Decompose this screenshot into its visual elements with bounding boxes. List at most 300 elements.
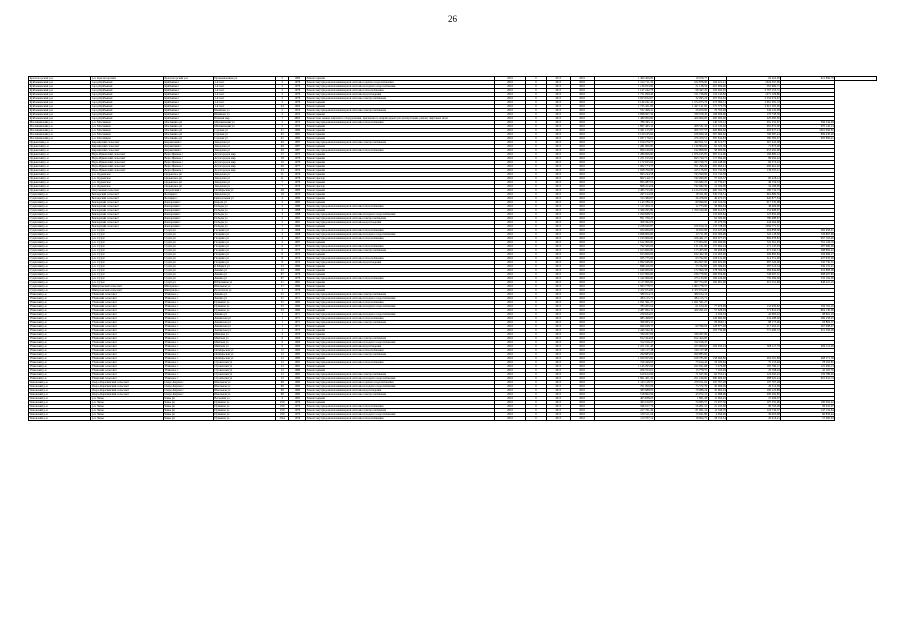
cell-settlement: Убинское с bbox=[163, 301, 213, 305]
cell-budget-share: 29 512,99 bbox=[727, 385, 781, 389]
cell-period-start: 2015 bbox=[546, 417, 570, 421]
cell-settlement: Сузун рп bbox=[163, 257, 213, 261]
cell-col-empty: 12 160,00 bbox=[708, 185, 727, 189]
cell-work-type: Ремонт крыши bbox=[306, 401, 495, 405]
cell-period-start: 2015 bbox=[546, 397, 570, 401]
cell-settlement: Верх-Ирмень с bbox=[163, 165, 213, 169]
cell-period-start: 2015 bbox=[546, 393, 570, 397]
cell-work-type: Ремонт внутридомовой инженерной системы электроснабжения bbox=[306, 293, 495, 297]
cell-col-empty: 62 553,21 bbox=[708, 373, 727, 377]
cell-period-start: 2015 bbox=[546, 249, 570, 253]
cell-year-plan: 2016 bbox=[494, 265, 525, 269]
cell-year-built: 1967 bbox=[289, 237, 306, 241]
cell-year-built: 4802 bbox=[289, 117, 306, 121]
cell-work-type: Ремонт крыши bbox=[306, 201, 495, 205]
cell-col-flag: 0 bbox=[526, 217, 547, 221]
cell-budget-share: 796 087,44 bbox=[727, 133, 781, 137]
cell-col-empty: 158 066,80 bbox=[708, 357, 727, 361]
cell-year-plan: 2016 bbox=[494, 293, 525, 297]
cell-year-plan: 2016 bbox=[494, 93, 525, 97]
cell-period-start: 2015 bbox=[546, 357, 570, 361]
cell-settlement: Куйбышев г bbox=[163, 81, 213, 85]
cell-budget-share: 264 501,88 bbox=[727, 357, 781, 361]
cell-street: Школьная ул bbox=[213, 393, 275, 397]
cell-house-number: 2 bbox=[275, 397, 288, 401]
cell-year-built: 1986 bbox=[289, 205, 306, 209]
cell-col-empty: 109 611,00 bbox=[708, 257, 727, 261]
cell-work-type: Ремонт крыши bbox=[306, 365, 495, 369]
cell-settlement: Убинское с bbox=[163, 317, 213, 321]
cell-fund-share: 1 706 520,96 bbox=[654, 209, 708, 213]
cell-settlement: Сузун рп bbox=[163, 273, 213, 277]
cell-budget-share: 60 418,12 bbox=[727, 177, 781, 181]
cell-year-built: 1987 bbox=[289, 141, 306, 145]
cell-period-end: 2016 bbox=[570, 381, 594, 385]
cell-col-empty: 213 533,02 bbox=[708, 125, 727, 129]
cell-year-built: 1971 bbox=[289, 313, 306, 317]
cell-budget-share: 98 173,00 bbox=[727, 321, 781, 325]
cell-house-number: 6 bbox=[275, 249, 288, 253]
cell-total-cost: 312 916,47 bbox=[594, 341, 654, 345]
cell-settlement: Озеро-Карачи с bbox=[163, 385, 213, 389]
cell-house-number: 12 bbox=[275, 349, 288, 353]
cell-work-type: Ремонт внутридомовой инженерной системы электроснабжения bbox=[306, 97, 495, 101]
cell-municipality: р.п. Маслянино bbox=[91, 133, 164, 137]
cell-period-start: 2015 bbox=[546, 333, 570, 337]
cell-col-flag: 0 bbox=[526, 317, 547, 321]
cell-period-start: 2015 bbox=[546, 121, 570, 125]
cell-period-start: 2015 bbox=[546, 281, 570, 285]
cell-col-flag: 0 bbox=[526, 309, 547, 313]
cell-fund-share: 32 095,23 bbox=[654, 97, 708, 101]
cell-settlement: Сузун рп bbox=[163, 277, 213, 281]
cell-fund-share: 13 778,75 bbox=[654, 369, 708, 373]
cell-year-built: 1971 bbox=[289, 293, 306, 297]
cell-period-end: 2016 bbox=[570, 169, 594, 173]
cell-year-plan: 2016 bbox=[494, 245, 525, 249]
cell-col-empty: 400 162,78 bbox=[708, 189, 727, 193]
cell-owners-share: 57 900,63 bbox=[781, 417, 835, 421]
cell-year-built: 1982 bbox=[289, 389, 306, 393]
cell-street: Заводская ул bbox=[213, 145, 275, 149]
cell-col-empty: 195 499,00 bbox=[708, 241, 727, 245]
cell-owners-share: 78 163,81 bbox=[781, 361, 835, 365]
cell-total-cost: 1 145 295,94 bbox=[594, 365, 654, 369]
cell-period-start: 2015 bbox=[546, 405, 570, 409]
cell-col-empty: 200 000,00 bbox=[708, 117, 727, 121]
cell-district: Сузунский р-н bbox=[29, 221, 91, 225]
cell-district: Убинский р-н bbox=[29, 313, 91, 317]
cell-year-built: 1971 bbox=[289, 325, 306, 329]
cell-col-flag: 0 bbox=[526, 341, 547, 345]
cell-year-plan: 2016 bbox=[494, 157, 525, 161]
cell-budget-share: 722 561,93 bbox=[727, 241, 781, 245]
cell-house-number: 12 bbox=[275, 361, 288, 365]
cell-total-cost: 786 363,11 bbox=[594, 121, 654, 125]
cell-work-type: Ремонт крыши bbox=[306, 329, 495, 333]
cell-col-flag: 0 bbox=[526, 329, 547, 333]
cell-municipality: Верх-Ирменский сельсовет bbox=[91, 161, 164, 165]
cell-budget-share: 687 326,00 bbox=[727, 261, 781, 265]
cell-work-type: Ремонт внутридомовой инженерной системы электроснабжения bbox=[306, 321, 495, 325]
cell-house-number: 17 bbox=[275, 285, 288, 289]
cell-fund-share: 2 124 015,00 bbox=[654, 189, 708, 193]
cell-settlement: Убинское с bbox=[163, 377, 213, 381]
cell-period-start: 2015 bbox=[546, 301, 570, 305]
cell-period-end: 2016 bbox=[570, 125, 594, 129]
cell-work-type: Ремонт крыши bbox=[306, 169, 495, 173]
cell-budget-share: 522 118,00 bbox=[727, 233, 781, 237]
cell-col-empty: 193 492,05 bbox=[708, 89, 727, 93]
cell-period-start: 2015 bbox=[546, 389, 570, 393]
cell-work-type: Ремонт внутридомовой инженерной системы теплоснабжения bbox=[306, 205, 495, 209]
cell-period-end: 2016 bbox=[570, 389, 594, 393]
cell-house-number: 41 bbox=[275, 137, 288, 141]
cell-year-built: 1981 bbox=[289, 221, 306, 225]
cell-col-flag: 0 bbox=[526, 393, 547, 397]
cell-col-empty: 104 221,21 bbox=[708, 81, 727, 85]
cell-col-empty: 4 050,20 bbox=[708, 413, 727, 417]
cell-settlement: Куйбышев г bbox=[163, 117, 213, 121]
cell-year-built: 1976 bbox=[289, 185, 306, 189]
cell-col-flag: 0 bbox=[526, 257, 547, 261]
cell-year-plan: 2016 bbox=[494, 181, 525, 185]
cell-street: Пушкина ул bbox=[213, 405, 275, 409]
cell-year-built: 1972 bbox=[289, 125, 306, 129]
cell-district: Чановский р-н bbox=[29, 405, 91, 409]
cell-period-start: 2015 bbox=[546, 337, 570, 341]
cell-period-end: 2016 bbox=[570, 77, 594, 81]
cell-owners-share: 695 890,41 bbox=[781, 137, 835, 141]
cell-work-type: Ремонт крыши bbox=[306, 181, 495, 185]
cell-year-plan: 2016 bbox=[494, 161, 525, 165]
cell-period-start: 2015 bbox=[546, 101, 570, 105]
cell-street: Ленина ул bbox=[213, 297, 275, 301]
cell-budget-share: 206 882,84 bbox=[727, 253, 781, 257]
cell-period-end: 2016 bbox=[570, 333, 594, 337]
cell-house-number: 2 bbox=[275, 113, 288, 117]
cell-year-plan: 2016 bbox=[494, 185, 525, 189]
cell-district: Сузунский р-н bbox=[29, 217, 91, 221]
cell-settlement: Маслянино рп bbox=[163, 125, 213, 129]
cell-col-flag: 0 bbox=[526, 101, 547, 105]
cell-total-cost: 1 251 015,04 bbox=[594, 157, 654, 161]
cell-settlement: Убинское с bbox=[163, 325, 213, 329]
cell-col-empty: 102 448,00 bbox=[708, 161, 727, 165]
cell-district: Ордынский р-н bbox=[29, 177, 91, 181]
cell-work-type: Ремонт крыши bbox=[306, 129, 495, 133]
cell-settlement: Верх-Ирмень с bbox=[163, 153, 213, 157]
cell-fund-share: 71 627,90 bbox=[654, 373, 708, 377]
cell-period-end: 2016 bbox=[570, 149, 594, 153]
cell-budget-share: 152 698,07 bbox=[727, 209, 781, 213]
cell-district: Убинский р-н bbox=[29, 377, 91, 381]
cell-work-type: Ремонт крыши bbox=[306, 157, 495, 161]
cell-period-start: 2015 bbox=[546, 377, 570, 381]
cell-street: Ленинская ул bbox=[213, 317, 275, 321]
cell-work-type: Ремонт внутридомовой инженерной системы теплоснабжения bbox=[306, 257, 495, 261]
cell-owners-share: 147 119,84 bbox=[781, 409, 835, 413]
cell-owners-share: 436 155,21 bbox=[781, 265, 835, 269]
cell-total-cost: 1 281 000,00 bbox=[594, 145, 654, 149]
cell-budget-share: 196 800,12 bbox=[727, 153, 781, 157]
cell-budget-share: 204 858,00 bbox=[727, 229, 781, 233]
cell-col-empty: 83 468,00 bbox=[708, 249, 727, 253]
cell-budget-share: 653 262,00 bbox=[727, 149, 781, 153]
cell-district: Ордынский р-н bbox=[29, 153, 91, 157]
cell-owners-share: 899 430,20 bbox=[781, 133, 835, 137]
cell-district: Убинский р-н bbox=[29, 329, 91, 333]
cell-year-built: 1979 bbox=[289, 401, 306, 405]
cell-municipality: город Куйбышев bbox=[91, 117, 164, 121]
cell-house-number: 21 bbox=[275, 281, 288, 285]
cell-period-end: 2016 bbox=[570, 405, 594, 409]
cell-year-plan: 2016 bbox=[494, 193, 525, 197]
cell-settlement: Бакчарский с bbox=[163, 201, 213, 205]
cell-street: Шимкова ул bbox=[213, 113, 275, 117]
cell-fund-share: 742 062,50 bbox=[654, 185, 708, 189]
cell-street: Гагарина ул bbox=[213, 245, 275, 249]
cell-total-cost: 403 838,03 bbox=[594, 397, 654, 401]
cell-district: Маслянинский р-н bbox=[29, 129, 91, 133]
cell-street: 1-й п-кт bbox=[213, 93, 275, 97]
cell-total-cost: 2 487 962,16 bbox=[594, 309, 654, 313]
cell-municipality: Убинский сельсовет bbox=[91, 377, 164, 381]
cell-street: 1-й п-кт bbox=[213, 105, 275, 109]
cell-fund-share: 19 978,77 bbox=[654, 77, 708, 81]
cell-street: Гагарина ул bbox=[213, 257, 275, 261]
cell-period-start: 2015 bbox=[546, 217, 570, 221]
cell-settlement: Убинское с bbox=[163, 365, 213, 369]
cell-col-flag: 0 bbox=[526, 181, 547, 185]
cell-district: Куйбышевский р-н bbox=[29, 97, 91, 101]
cell-year-built: 1968 bbox=[289, 233, 306, 237]
cell-col-empty: 108 996,00 bbox=[708, 113, 727, 117]
cell-street: Школьная ул bbox=[213, 385, 275, 389]
cell-year-built: 1984 bbox=[289, 301, 306, 305]
cell-period-end: 2016 bbox=[570, 193, 594, 197]
cell-extra-share bbox=[835, 77, 877, 81]
cell-year-plan: 2016 bbox=[494, 353, 525, 357]
cell-settlement: Куйбышев г bbox=[163, 113, 213, 117]
cell-col-flag: 0 bbox=[526, 89, 547, 93]
cell-settlement: Маслянино рп bbox=[163, 129, 213, 133]
cell-col-empty: 133 728,29 bbox=[708, 225, 727, 229]
cell-municipality: Убинский сельсовет bbox=[91, 353, 164, 357]
cell-house-number: 31 bbox=[275, 297, 288, 301]
cell-col-flag: 0 bbox=[526, 213, 547, 217]
cell-settlement: Сузун рп bbox=[163, 241, 213, 245]
cell-house-number: 6 bbox=[275, 245, 288, 249]
cell-col-flag: 0 bbox=[526, 161, 547, 165]
cell-period-start: 2015 bbox=[546, 157, 570, 161]
cell-street: Заводская ул bbox=[213, 185, 275, 189]
cell-house-number: 68 bbox=[275, 381, 288, 385]
cell-district: Сузунский р-н bbox=[29, 257, 91, 261]
cell-settlement: Озеро-Карачи с bbox=[163, 389, 213, 393]
cell-district: Чановский р-н bbox=[29, 397, 91, 401]
cell-total-cost: 1 143 780,16 bbox=[594, 201, 654, 205]
cell-total-cost: 518 962,99 bbox=[594, 393, 654, 397]
page-number: 26 bbox=[448, 14, 457, 24]
cell-municipality: город Куйбышев bbox=[91, 81, 164, 85]
cell-year-built: 1981 bbox=[289, 361, 306, 365]
cell-fund-share: 13 641,80 bbox=[654, 413, 708, 417]
cell-settlement: Сузун рп bbox=[163, 249, 213, 253]
cell-col-flag: 0 bbox=[526, 281, 547, 285]
cell-year-built: 1969 bbox=[289, 341, 306, 345]
cell-municipality: Кирзинский сельсовет bbox=[91, 145, 164, 149]
cell-total-cost: 792 569,00 bbox=[594, 245, 654, 249]
cell-settlement: Красногорский р-н bbox=[163, 77, 213, 81]
cell-fund-share: 109 914,14 bbox=[654, 225, 708, 229]
cell-owners-share: 125 690,13 bbox=[781, 365, 835, 369]
cell-owners-share: 286 258,25 bbox=[781, 317, 835, 321]
cell-house-number: 259 bbox=[275, 409, 288, 413]
cell-street: Агрогородок мкр bbox=[213, 153, 275, 157]
cell-budget-share: 271 147,63 bbox=[727, 245, 781, 249]
cell-period-end: 2016 bbox=[570, 205, 594, 209]
cell-work-type: Ремонт внутридомовой инженерной системы теплоснабжения bbox=[306, 349, 495, 353]
cell-col-flag: 0 bbox=[526, 365, 547, 369]
cell-period-end: 2016 bbox=[570, 133, 594, 137]
cell-street: Ленинская ул bbox=[213, 329, 275, 333]
cell-house-number: 5 bbox=[275, 221, 288, 225]
cell-house-number: 68 bbox=[275, 389, 288, 393]
cell-col-empty: 131 263,20 bbox=[708, 253, 727, 257]
cell-col-flag: 0 bbox=[526, 349, 547, 353]
cell-period-end: 2016 bbox=[570, 257, 594, 261]
cell-total-cost: 1 897 465,16 bbox=[594, 125, 654, 129]
cell-col-empty: 175 992,24 bbox=[708, 245, 727, 249]
cell-municipality: р.п. Сузун bbox=[91, 261, 164, 265]
cell-col-flag: 0 bbox=[526, 313, 547, 317]
cell-municipality: р.п. Маслянино bbox=[91, 129, 164, 133]
cell-year-built: 1974 bbox=[289, 109, 306, 113]
cell-owners-share: 326 696,17 bbox=[781, 253, 835, 257]
cell-settlement: Озеро-Карачи с bbox=[163, 393, 213, 397]
cell-municipality: город Куйбышев bbox=[91, 109, 164, 113]
cell-settlement: Убинское с bbox=[163, 337, 213, 341]
cell-year-built: 1976 bbox=[289, 89, 306, 93]
cell-col-flag: 0 bbox=[526, 85, 547, 89]
cell-owners-share: 761 126,70 bbox=[781, 241, 835, 245]
cell-house-number: 2 bbox=[275, 233, 288, 237]
cell-municipality: р.п. Сузун bbox=[91, 265, 164, 269]
cell-total-cost: 906 160,00 bbox=[594, 149, 654, 153]
cell-total-cost: 2 868 907,34 bbox=[594, 113, 654, 117]
cell-municipality: р.п. Ордынское bbox=[91, 173, 164, 177]
cell-col-empty: 11 002,24 bbox=[708, 397, 727, 401]
cell-period-start: 2015 bbox=[546, 169, 570, 173]
cell-period-end: 2016 bbox=[570, 189, 594, 193]
cell-district: Сузунский р-н bbox=[29, 249, 91, 253]
cell-year-plan: 2016 bbox=[494, 213, 525, 217]
cell-budget-share: 2 661 381,19 bbox=[727, 101, 781, 105]
cell-owners-share: 588 892,42 bbox=[781, 249, 835, 253]
cell-total-cost: 2 369 295,89 bbox=[594, 209, 654, 213]
cell-year-built: 1979 bbox=[289, 289, 306, 293]
cell-period-start: 2015 bbox=[546, 257, 570, 261]
cell-work-type: Ремонт внутридомовой инженерной системы теплоснабжения bbox=[306, 277, 495, 281]
cell-period-start: 2015 bbox=[546, 289, 570, 293]
cell-budget-share: 488 022,24 bbox=[727, 377, 781, 381]
cell-year-plan: 2016 bbox=[494, 125, 525, 129]
cell-work-type: Ремонт фасада bbox=[306, 177, 495, 181]
cell-period-end: 2016 bbox=[570, 413, 594, 417]
cell-year-plan: 2016 bbox=[494, 361, 525, 365]
cell-col-flag: 0 bbox=[526, 373, 547, 377]
cell-budget-share: 75 153,49 bbox=[727, 361, 781, 365]
cell-year-plan: 2016 bbox=[494, 401, 525, 405]
cell-budget-share: 403 617,13 bbox=[727, 129, 781, 133]
cell-district: Ордынский р-н bbox=[29, 181, 91, 185]
cell-year-built: 1969 bbox=[289, 337, 306, 341]
cell-fund-share: 339 267,00 bbox=[654, 333, 708, 337]
cell-house-number: 259 bbox=[275, 413, 288, 417]
cell-district: Ордынский р-н bbox=[29, 169, 91, 173]
cell-budget-share: 38 400,00 bbox=[727, 205, 781, 209]
cell-year-plan: 2016 bbox=[494, 281, 525, 285]
cell-period-end: 2016 bbox=[570, 305, 594, 309]
cell-work-type: Ремонт внутридомовой инженерной системы водоотведения bbox=[306, 93, 495, 97]
cell-street: Заводская ул bbox=[213, 193, 275, 197]
cell-period-start: 2015 bbox=[546, 369, 570, 373]
cell-year-plan: 2016 bbox=[494, 129, 525, 133]
cell-period-end: 2016 bbox=[570, 365, 594, 369]
cell-municipality: Озеро-Карачинский сельсовет bbox=[91, 381, 164, 385]
cell-col-flag: 0 bbox=[526, 277, 547, 281]
cell-settlement: Маслянино рп bbox=[163, 133, 213, 137]
cell-house-number: 12 bbox=[275, 377, 288, 381]
cell-period-start: 2015 bbox=[546, 329, 570, 333]
cell-settlement: Убинское с bbox=[163, 369, 213, 373]
cell-col-flag: 0 bbox=[526, 197, 547, 201]
cell-total-cost: 2 485 725,00 bbox=[594, 189, 654, 193]
cell-year-built: 1981 bbox=[289, 133, 306, 137]
cell-fund-share: 18 604,75 bbox=[654, 417, 708, 421]
cell-municipality: Белоярский сельсовет bbox=[91, 197, 164, 201]
cell-work-type: Ремонт внутридомовой инженерной системы электроснабжения bbox=[306, 109, 495, 113]
cell-settlement: Убинское с bbox=[163, 313, 213, 317]
cell-fund-share: 12 711,00 bbox=[654, 233, 708, 237]
cell-street: Пушкина ул bbox=[213, 413, 275, 417]
cell-col-empty: 83 099,11 bbox=[708, 321, 727, 325]
cell-period-end: 2016 bbox=[570, 137, 594, 141]
cell-period-end: 2016 bbox=[570, 105, 594, 109]
cell-year-plan: 2016 bbox=[494, 369, 525, 373]
cell-work-type: Ремонт внутридомовой инженерной системы холодного водоснабжения bbox=[306, 233, 495, 237]
cell-col-flag: 0 bbox=[526, 273, 547, 277]
cell-period-start: 2015 bbox=[546, 185, 570, 189]
cell-period-end: 2016 bbox=[570, 97, 594, 101]
cell-period-end: 2016 bbox=[570, 81, 594, 85]
cell-budget-share: 3 615 505,99 bbox=[727, 105, 781, 109]
cell-work-type: Ремонт внутридомовой инженерной системы электроснабжения bbox=[306, 373, 495, 377]
cell-municipality: р.п. Маслянино bbox=[91, 121, 164, 125]
cell-settlement: Сузун рп bbox=[163, 281, 213, 285]
cell-period-start: 2015 bbox=[546, 241, 570, 245]
cell-year-built: 1974 bbox=[289, 253, 306, 257]
cell-district: Убинский р-н bbox=[29, 337, 91, 341]
cell-settlement: Ордынское рп bbox=[163, 181, 213, 185]
cell-work-type: Ремонт крыши bbox=[306, 253, 495, 257]
cell-year-plan: 2016 bbox=[494, 249, 525, 253]
cell-total-cost: 1 136 053,06 bbox=[594, 85, 654, 89]
cell-fund-share: 339 558,45 bbox=[654, 113, 708, 117]
cell-house-number: 21 bbox=[275, 129, 288, 133]
cell-municipality: Верх-Ирменский сельсовет bbox=[91, 165, 164, 169]
